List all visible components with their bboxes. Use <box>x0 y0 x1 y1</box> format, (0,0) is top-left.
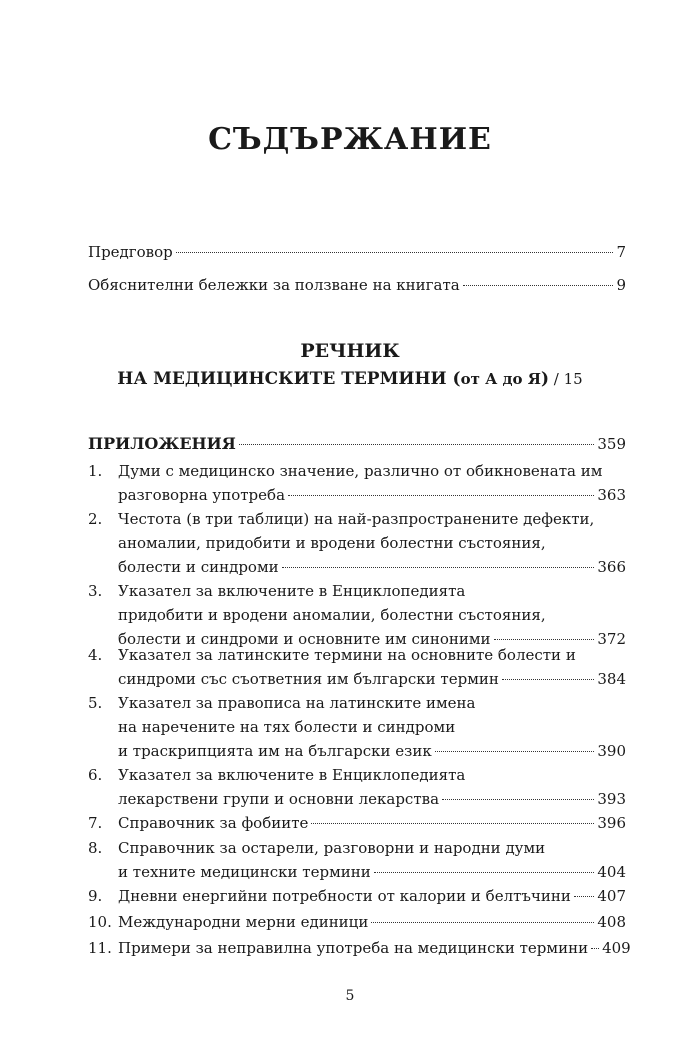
dot-leader <box>463 285 614 286</box>
appendix-text-line: Международни мерни единици <box>118 913 369 931</box>
appendix-text-line: лекарствени групи и основни лекарства <box>118 790 440 808</box>
dot-leader <box>374 872 595 873</box>
appendix-number: 4. <box>88 646 103 664</box>
toc-page-number: 384 <box>597 670 626 688</box>
appendix-text-line: Указател за включените в Енциклопедията <box>118 582 466 600</box>
appendix-number: 5. <box>88 694 103 712</box>
appendix-entry[interactable] <box>88 836 626 884</box>
appendix-text-line: Указател за правописа на латинските имена <box>118 694 476 712</box>
dot-leader <box>435 751 595 752</box>
appendix-text-line: аномалии, придобити и вродени болестни състояния, <box>118 534 546 552</box>
toc-page-number: 366 <box>597 558 626 576</box>
appendix-number: 8. <box>88 839 103 857</box>
toc-page-number: 7 <box>616 243 626 261</box>
toc-entry-label: Предговор <box>88 243 173 261</box>
appendix-text-line: Честота (в три таблици) на най-разпространените дефекти, <box>118 510 595 528</box>
appendix-entry[interactable] <box>88 691 626 763</box>
appendix-text-line: и траскрипцията им на български език <box>118 742 432 760</box>
toc-page-number: 409 <box>602 939 631 957</box>
dictionary-subtitle-main: НА МЕДИЦИНСКИТЕ ТЕРМИНИ ( <box>117 369 461 389</box>
dictionary-subtitle[interactable] <box>0 367 700 391</box>
toc-page-number: 408 <box>597 913 626 931</box>
dictionary-subtitle-close: ) <box>540 369 550 389</box>
appendix-text-line: придобити и вродени аномалии, болестни състояния, <box>118 606 546 624</box>
appendix-entry[interactable] <box>88 507 626 579</box>
appendix-entry[interactable] <box>88 811 626 835</box>
appendix-entry[interactable] <box>88 936 631 960</box>
toc-entry-appendices[interactable] <box>88 432 626 456</box>
appendix-entry[interactable] <box>88 579 626 651</box>
dictionary-page: / 15 <box>549 370 583 388</box>
appendix-number: 1. <box>88 462 103 480</box>
dictionary-title: РЕЧНИК <box>300 340 400 362</box>
dot-leader <box>502 679 595 680</box>
appendix-text-line: на наречените на тях болести и синдроми <box>118 718 456 736</box>
appendix-text-line: Справочник за остарели, разговорни и народни думи <box>118 839 546 857</box>
dot-leader <box>282 567 595 568</box>
toc-page-number: 396 <box>597 814 626 832</box>
appendices-label: ПРИЛОЖЕНИЯ <box>88 434 236 453</box>
appendix-text-line: Указател за включените в Енциклопедията <box>118 766 466 784</box>
toc-entry-notes[interactable] <box>88 273 626 297</box>
dot-leader <box>494 639 595 640</box>
toc-page-number: 404 <box>597 863 626 881</box>
appendix-text-line: разговорна употреба <box>118 486 286 504</box>
dot-leader <box>311 823 594 824</box>
appendix-text-line: и техните медицински термини <box>118 863 371 881</box>
appendix-text-line: Указател за латинските термини на основните болести и <box>118 646 576 664</box>
appendix-text-line: болести и синдроми и основните им синоними <box>118 630 491 648</box>
appendix-entry[interactable] <box>88 763 626 811</box>
dot-leader <box>442 799 594 800</box>
appendix-number: 9. <box>88 887 103 905</box>
appendix-text-line: Справочник за фобиите <box>118 814 309 832</box>
toc-page-number: 359 <box>597 435 626 453</box>
toc-page-number: 407 <box>597 887 626 905</box>
toc-entry-foreword[interactable] <box>88 240 626 264</box>
dictionary-subtitle-range: от А до Я <box>460 370 541 388</box>
appendix-text-line: Думи с медицинско значение, различно от обикновената им <box>118 462 603 480</box>
toc-page-number: 363 <box>597 486 626 504</box>
appendix-text-line: Дневни енергийни потребности от калории и белтъчини <box>118 887 571 905</box>
toc-page-number: 372 <box>597 630 626 648</box>
toc-page-number: 9 <box>616 276 626 294</box>
appendix-text-line: синдроми със съответния им български термин <box>118 670 499 688</box>
appendix-number: 10. <box>88 913 112 931</box>
appendix-entry[interactable] <box>88 643 626 691</box>
appendix-entry[interactable] <box>88 910 626 934</box>
appendix-number: 11. <box>88 939 112 957</box>
appendix-entry[interactable] <box>88 459 626 507</box>
page-title: СЪДЪРЖАНИЕ <box>208 122 492 157</box>
toc-page-number: 393 <box>597 790 626 808</box>
appendix-number: 2. <box>88 510 103 528</box>
dot-leader <box>574 896 594 897</box>
toc-page-number: 390 <box>597 742 626 760</box>
appendix-text-line: Примери за неправилна употреба на медицински термини <box>118 939 589 957</box>
appendix-number: 7. <box>88 814 103 832</box>
appendix-entry[interactable] <box>88 884 626 908</box>
page-number: 5 <box>345 988 355 1004</box>
appendix-text-line: болести и синдроми <box>118 558 279 576</box>
dot-leader <box>591 948 599 949</box>
appendix-number: 6. <box>88 766 103 784</box>
toc-entry-label: Обяснителни бележки за ползване на книгата <box>88 276 460 294</box>
dot-leader <box>176 252 614 253</box>
dot-leader <box>371 922 594 923</box>
appendix-number: 3. <box>88 582 103 600</box>
dot-leader <box>288 495 594 496</box>
dot-leader <box>239 444 594 445</box>
